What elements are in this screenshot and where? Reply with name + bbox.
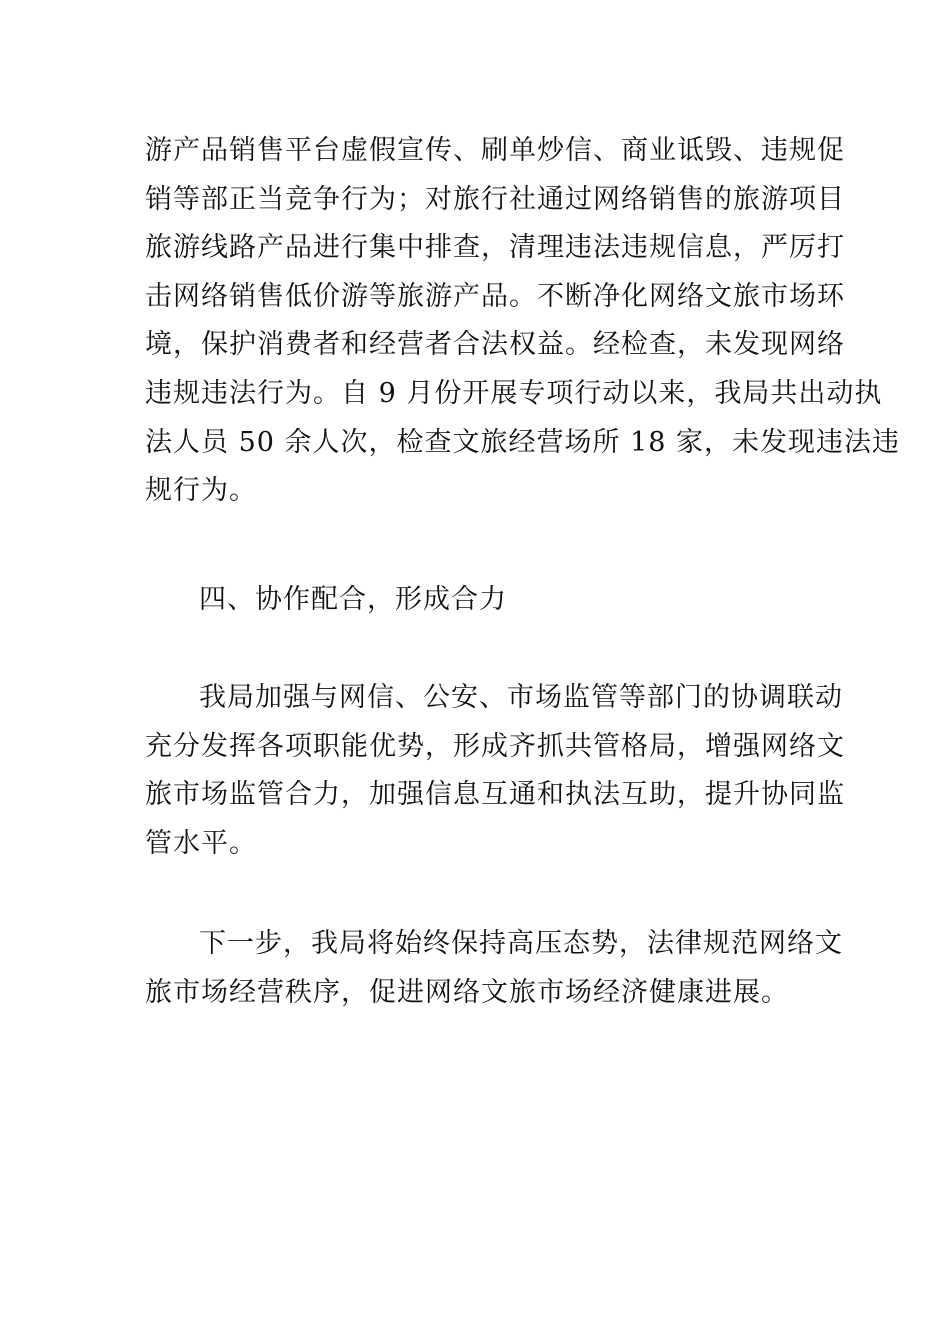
body-paragraph [145, 920, 843, 1017]
text-line: 销等部正当竞争行为；对旅行社通过网络销售的旅游项目 [145, 183, 845, 215]
text-line: 境，保护消费者和经营者合法权益。经检查，未发现网络 [145, 329, 845, 361]
text-line: 旅市场监管合力，加强信息互通和执法互助，提升协同监 [145, 779, 845, 811]
text-line: 旅游线路产品进行集中排查，清理违法违规信息，严厉打 [145, 232, 845, 264]
body-paragraph [145, 127, 901, 516]
text-line: 我局加强与网信、公安、市场监管等部门的协调联动 [199, 682, 843, 713]
text-line: 规行为。 [145, 475, 257, 507]
text-line: 法人员 50 余人次，检查文旅经营场所 18 家，未发现违法违 [145, 426, 901, 458]
text-line: 充分发挥各项职能优势，形成齐抓共管格局，增强网络文 [145, 730, 845, 762]
text-line: 管水平。 [145, 827, 257, 859]
body-paragraph [145, 674, 845, 868]
section-heading-text: 四、协作配合，形成合力 [199, 584, 507, 615]
text-line: 下一步，我局将始终保持高压态势，法律规范网络文 [199, 928, 843, 959]
text-line: 旅市场经营秩序，促进网络文旅市场经济健康进展。 [145, 976, 789, 1008]
text-line: 游产品销售平台虚假宣传、刷单炒信、商业诋毁、违规促 [145, 135, 845, 166]
text-line: 击网络销售低价游等旅游产品。不断净化网络文旅市场环 [145, 280, 845, 312]
section-heading [145, 576, 810, 625]
text-line: 违规违法行为。自 9 月份开展专项行动以来，我局共出动执 [145, 377, 883, 409]
